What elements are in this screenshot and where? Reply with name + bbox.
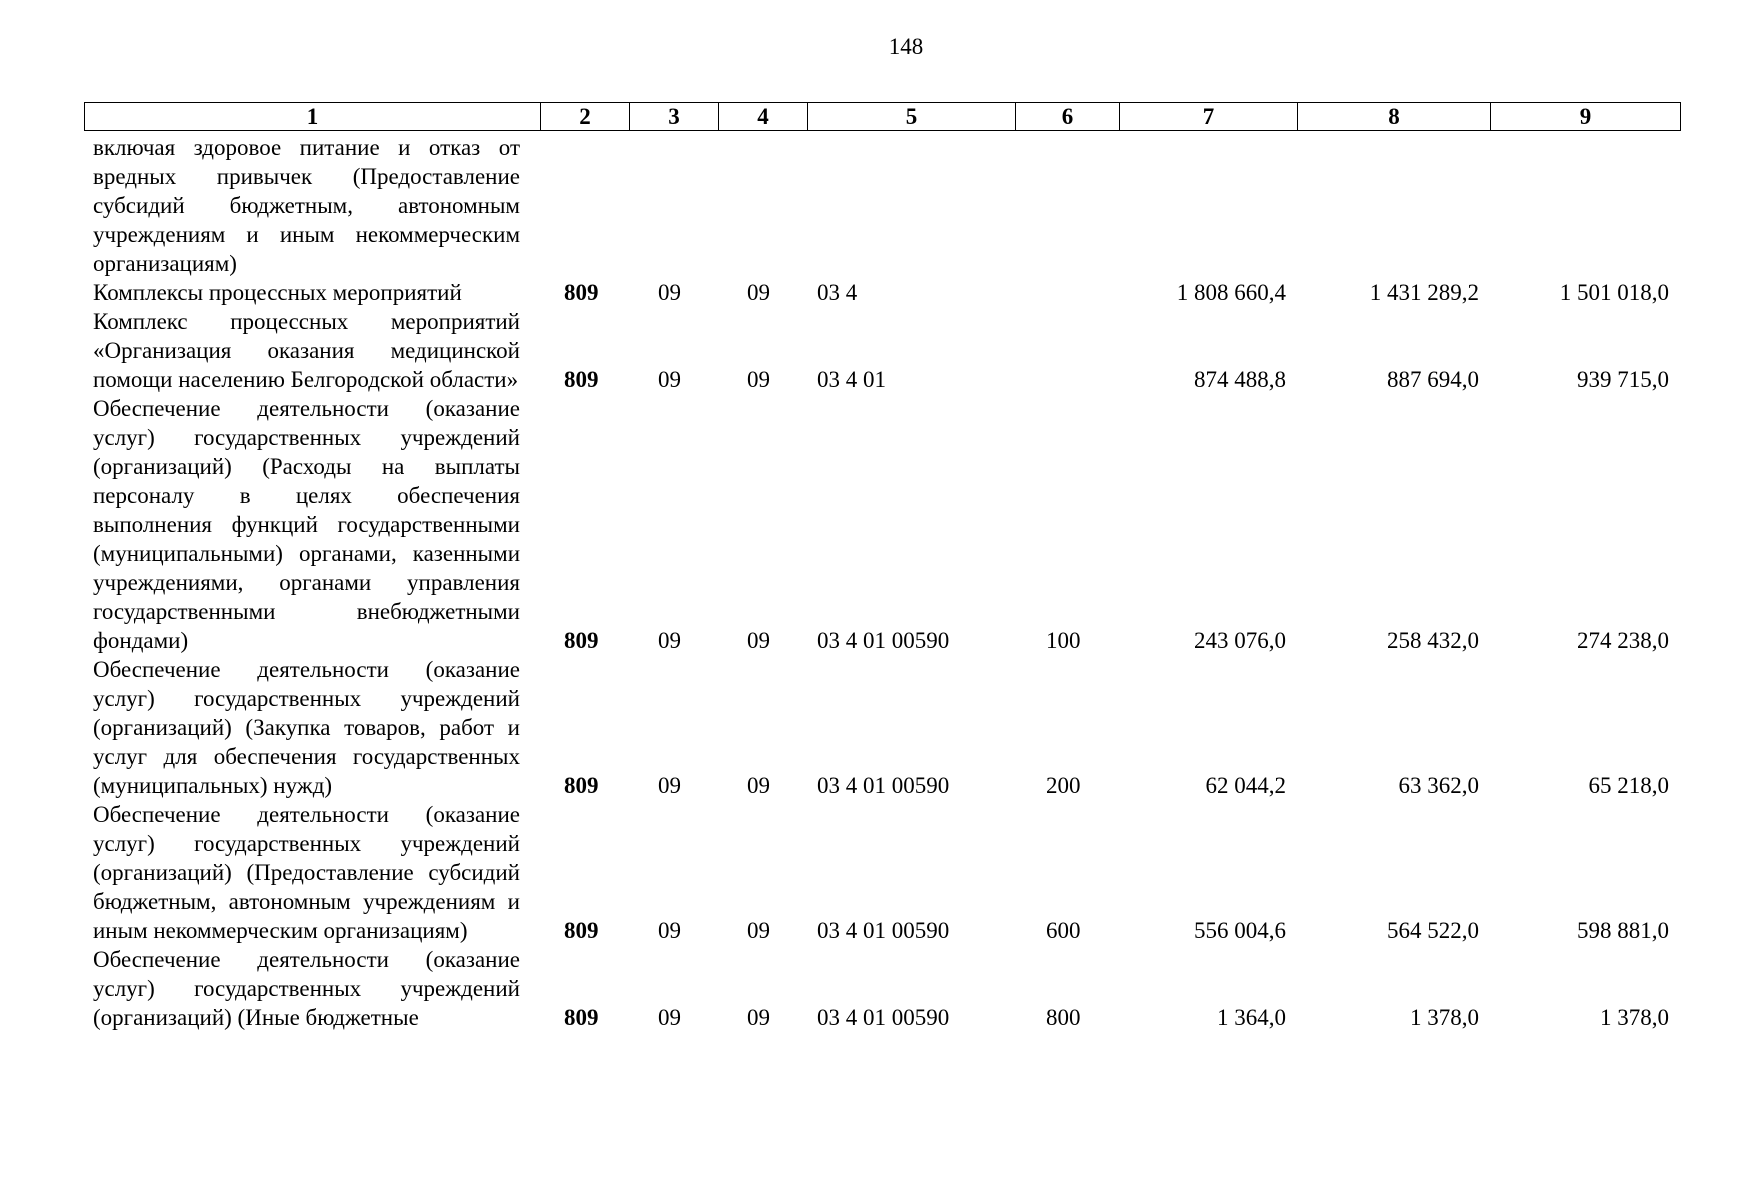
owner-code: 809: [564, 773, 599, 798]
row-description: Обеспечение деятельности (оказание услуг) государственных учреждений (организаций) (Предоставление субсидий бюджетным, автономным учреждениям и иным некоммерческим организациям): [93, 802, 520, 943]
section-code: 09: [658, 1005, 681, 1030]
column-header-4: 4: [719, 103, 808, 131]
row-description: Обеспечение деятельности (оказание услуг) государственных учреждений (организаций) (Расходы на выплаты персоналу в целях обеспечения выполнения функций государственными (муниципальными) органами, казенными учреждениями, органами управления государственными внебюджетными фондами): [93, 396, 520, 653]
amount-col7: 62 044,2: [1205, 773, 1286, 798]
amount-col9: 1 378,0: [1600, 1005, 1669, 1030]
row-description: включая здоровое питание и отказ от вредных привычек (Предоставление субсидий бюджетным, автономным учреждениям и иным некоммерческим организациям): [93, 135, 520, 276]
amount-col9: 1 501 018,0: [1559, 280, 1669, 305]
row-description: Обеспечение деятельности (оказание услуг) государственных учреждений (организаций) (Иные бюджетные: [93, 947, 520, 1030]
amount-col7: 243 076,0: [1194, 628, 1286, 653]
column-header-1: 1: [85, 103, 541, 131]
column-header-6: 6: [1016, 103, 1120, 131]
table-row: [84, 133, 1680, 278]
row-description: Обеспечение деятельности (оказание услуг) государственных учреждений (организаций) (Закупка товаров, работ и услуг для обеспечения государственных (муниципальных) нужд): [93, 657, 520, 798]
owner-code: 809: [564, 280, 599, 305]
amount-col9: 598 881,0: [1577, 918, 1669, 943]
expense-type-code: [1015, 307, 1119, 394]
subsection-code: 09: [747, 1005, 770, 1030]
column-header-9: 9: [1491, 103, 1681, 131]
amount-col9: 939 715,0: [1577, 367, 1669, 392]
amount-col9: 65 218,0: [1588, 773, 1669, 798]
amount-col7: 1 364,0: [1217, 1005, 1286, 1030]
expense-type-code: 800: [1046, 1005, 1081, 1030]
amount-col8: 258 432,0: [1387, 628, 1479, 653]
expense-type-code: 200: [1046, 773, 1081, 798]
target-article-code: [807, 133, 1015, 278]
owner-code: 809: [564, 1005, 599, 1030]
section-code: 09: [658, 628, 681, 653]
target-article-code: 03 4 01: [817, 367, 886, 392]
subsection-code: 09: [747, 918, 770, 943]
table-row: [84, 278, 1680, 307]
subsection-code: 09: [747, 280, 770, 305]
subsection-code: 09: [747, 773, 770, 798]
target-article-code: 03 4 01 00590: [817, 1005, 950, 1030]
target-article-code: 03 4: [817, 280, 858, 305]
section-code: 09: [658, 280, 681, 305]
amount-col7: 1 808 660,4: [1176, 280, 1286, 305]
table-row: [84, 307, 1680, 394]
column-header-3: 3: [630, 103, 719, 131]
owner-code: 809: [564, 628, 599, 653]
amount-col9: 274 238,0: [1577, 628, 1669, 653]
table-row: [84, 945, 1680, 1032]
target-article-code: 03 4 01 00590: [817, 628, 950, 653]
amount-col8: 887 694,0: [1387, 367, 1479, 392]
target-article-code: 03 4 01 00590: [817, 918, 950, 943]
owner-code: 809: [564, 367, 599, 392]
amount-col7: 556 004,6: [1194, 918, 1286, 943]
amount-col8: 63 362,0: [1398, 773, 1479, 798]
subsection-code: 09: [747, 367, 770, 392]
column-header-row: [85, 103, 1681, 131]
amount-col8: [1297, 133, 1490, 278]
amount-col8: 1 378,0: [1410, 1005, 1479, 1030]
subsection-code: [718, 133, 807, 278]
column-header-7: 7: [1120, 103, 1298, 131]
section-code: 09: [658, 918, 681, 943]
section-code: 09: [658, 773, 681, 798]
table-row: [84, 394, 1680, 655]
section-code: 09: [658, 367, 681, 392]
expense-type-code: [1015, 133, 1119, 278]
target-article-code: 03 4 01 00590: [817, 773, 950, 798]
column-header-5: 5: [808, 103, 1016, 131]
amount-col7: 874 488,8: [1194, 367, 1286, 392]
owner-code: [540, 133, 629, 278]
column-header-table: [84, 102, 1681, 131]
row-description: Комплексы процессных мероприятий: [93, 280, 462, 305]
table-row: [84, 800, 1680, 945]
subsection-code: 09: [747, 628, 770, 653]
section-code: [629, 133, 718, 278]
budget-table: [84, 133, 1680, 1032]
amount-col8: 564 522,0: [1387, 918, 1479, 943]
expense-type-code: 100: [1046, 628, 1081, 653]
row-description: Комплекс процессных мероприятий «Организация оказания медицинской помощи населению Белгородской области»: [93, 309, 520, 392]
page-number: 148: [888, 34, 924, 59]
table-row: [84, 655, 1680, 800]
amount-col8: 1 431 289,2: [1369, 280, 1479, 305]
amount-col9: [1490, 133, 1680, 278]
expense-type-code: [1015, 278, 1119, 307]
column-header-8: 8: [1298, 103, 1491, 131]
expense-type-code: 600: [1046, 918, 1081, 943]
column-header-2: 2: [541, 103, 630, 131]
amount-col7: [1119, 133, 1297, 278]
owner-code: 809: [564, 918, 599, 943]
